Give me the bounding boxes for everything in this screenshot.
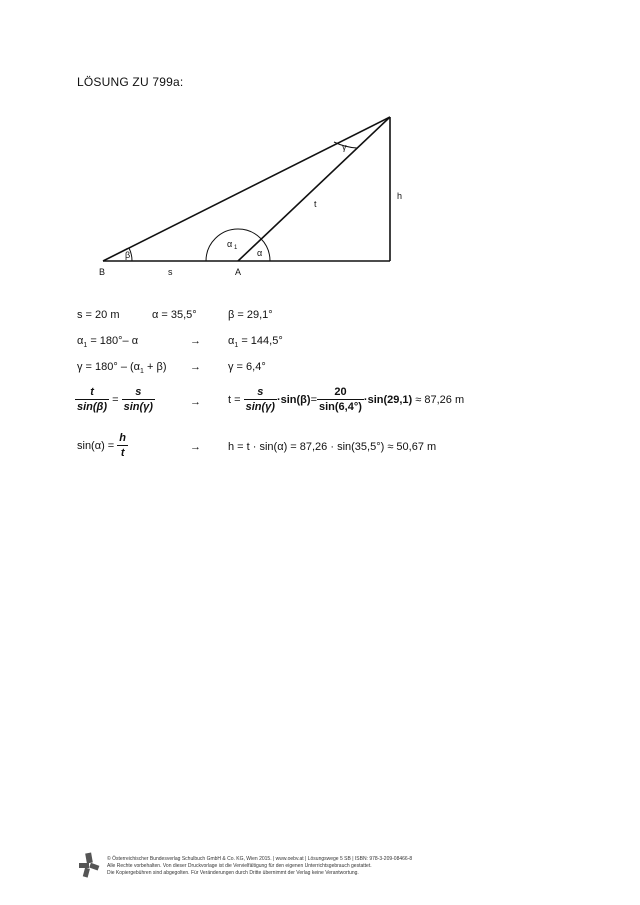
label-beta: β [125,250,131,260]
label-alpha: α [257,248,263,258]
footer-copyright: © Österreichischer Bundesverlag Schulbuch GmbH & Co. KG, Wien 2015. | www.oebv.at | Lösungswege 5 SB | ISBN: 978-3-209-08466-8 Alle Rechte vorbehalten. Von dieser Druckvorlage ist die Vervielfältigung für den eigenen Unterrichtsgebrauch gestattet. Die Kopiergebühren sind abgegolten. Für Veränderungen durch Dritte übernimmt der Verlag keine Verantwortung. [107,856,413,876]
fraction-s-over-singamma: $\frac{s}{\sin(\gamma)}$ [123,386,153,413]
given-alpha: α = 35,5° [152,309,197,321]
sine-rule-equation: $\frac{t}{\sin(\beta)}$ = $\frac{s}{\sin(\gamma)}$ [77,386,153,413]
label-t: t [314,199,317,209]
label-alpha1: α [227,239,233,249]
given-s: s = 20 m [77,309,120,321]
label-alpha1-sub: 1 [234,245,238,251]
arrow-icon: → [190,396,201,408]
label-s: s [168,267,173,277]
arrow-icon: → [190,335,201,347]
alpha1-formula: $\alpha_1 = 180^\circ-$ α [77,335,139,350]
height-result: h = t · sin(α) = 87,26 · sin(35,5°) ≈ 50,67 m [228,441,437,453]
transversal-t-line [238,117,390,261]
t-calculation: t = $\frac{s}{\sin(\gamma)}$ ·sin(β)= $\frac{20}{\sin(6,4^\circ)}$ ·sin(29,1) ≈ 87,26 m [228,386,465,413]
arrow-icon: → [190,441,201,453]
publisher-logo-icon [78,852,100,878]
label-gamma: γ [342,142,347,152]
given-beta: β = 29,1° [228,309,273,321]
page-title: LÖSUNG ZU 799a: [77,75,184,89]
label-B: B [99,267,106,277]
alpha1-result: $\alpha_1 = 144,5^\circ$ [228,335,283,350]
triangle-figure [0,0,640,300]
label-A: A [235,267,242,277]
label-h: h [397,191,403,201]
gamma-result: γ = 6,4° [228,361,266,373]
height-formula: sin(α) = $\frac{h}{t}$ [77,432,127,459]
gamma-formula: $\gamma = 180^\circ - (\alpha_1 + \beta)$ [77,361,167,376]
fraction-t-over-sinbeta: $\frac{t}{\sin(\beta)}$ [77,386,108,413]
fraction-h-over-t: $\frac{h}{t}$ [119,432,127,459]
arrow-icon: → [190,361,201,373]
hypotenuse-line [103,117,390,261]
